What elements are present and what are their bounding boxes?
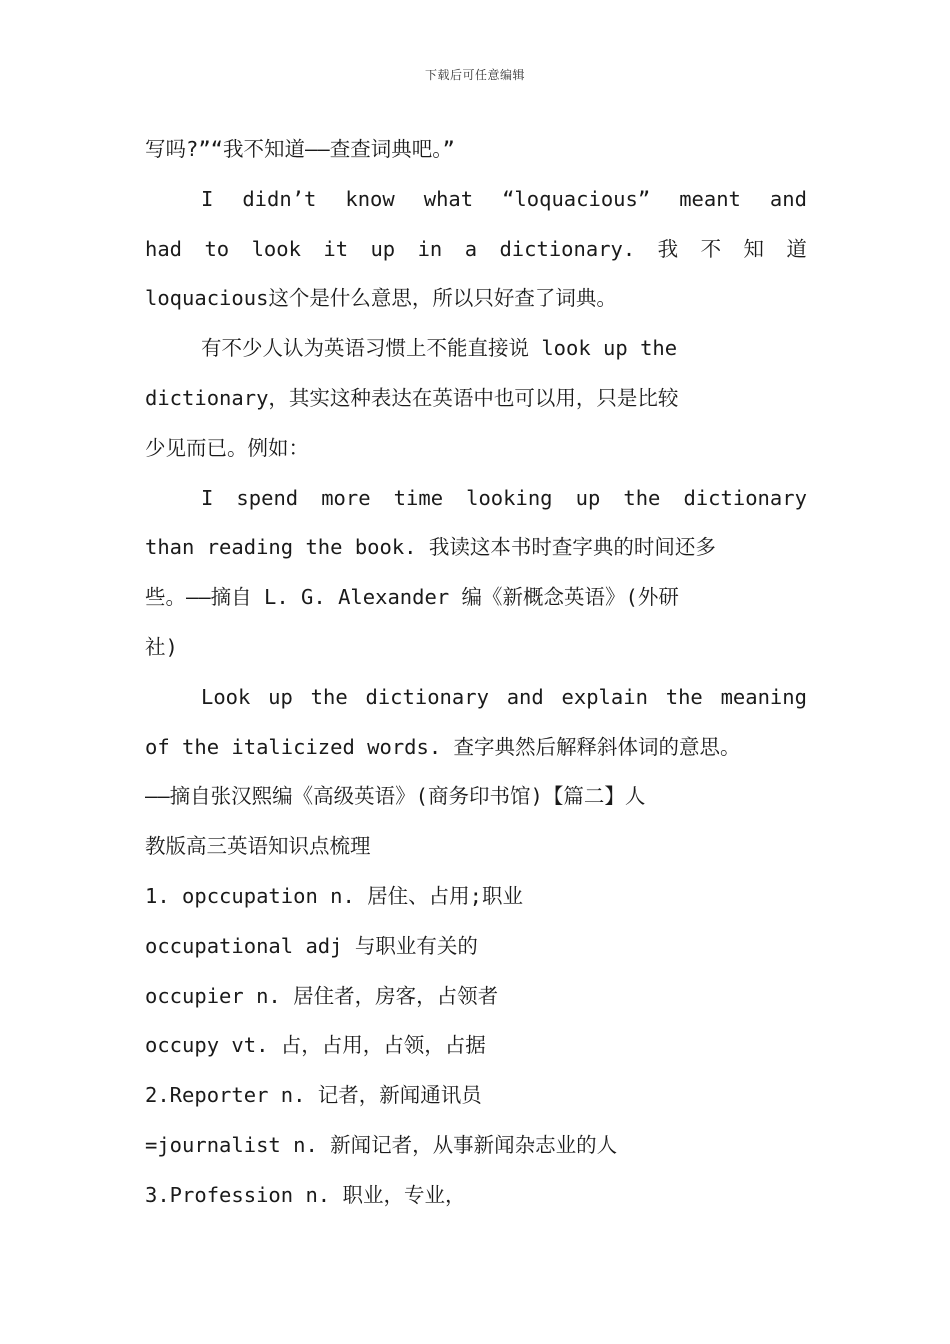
word: up xyxy=(268,684,293,709)
text-line: loquacious这个是什么意思，所以只好查了词典。 xyxy=(145,286,617,311)
word: in xyxy=(417,236,443,261)
word: 知 xyxy=(743,236,764,261)
text-line: dictionary，其实这种表达在英语中也可以用，只是比较 xyxy=(145,385,679,410)
word: the xyxy=(310,684,348,709)
text-line xyxy=(145,474,807,524)
text-line: occupy vt. 占，占用，占领，占据 xyxy=(145,1033,486,1058)
text-line: than reading the book. 我读这本书时查字典的时间还多 xyxy=(145,535,716,560)
word: more xyxy=(321,485,371,510)
word: 不 xyxy=(700,236,722,261)
word: up xyxy=(370,236,396,261)
text-line xyxy=(145,673,807,723)
word: what xyxy=(423,186,474,211)
word: meaning xyxy=(720,684,807,709)
word: Look xyxy=(201,684,251,709)
text-line: 写吗?”“我不知道——查查词典吧。” xyxy=(145,137,455,161)
text-line: 些。——摘自 L. G. Alexander 编《新概念英语》(外研 xyxy=(145,585,679,610)
text-line: ——摘自张汉熙编《高级英语》(商务印书馆)【篇二】人 xyxy=(145,784,646,809)
word: to xyxy=(204,236,230,261)
document-body xyxy=(145,125,807,1221)
text-line: 少见而已。例如： xyxy=(145,435,309,460)
word: know xyxy=(345,186,395,211)
word: dictionary xyxy=(683,485,807,510)
word: I xyxy=(201,485,214,510)
text-line xyxy=(145,225,807,275)
word: spend xyxy=(236,485,299,510)
word: didn’t xyxy=(242,186,317,211)
text-line xyxy=(145,175,807,225)
word: 道 xyxy=(786,236,807,261)
word: 我 xyxy=(657,236,679,261)
word: up xyxy=(575,485,601,510)
word: dictionary xyxy=(365,684,489,709)
word: “loquacious” xyxy=(502,186,651,211)
text-line: 3.Profession n. 职业，专业， xyxy=(145,1182,466,1207)
text-line: 有不少人认为英语习惯上不能直接说 look up the xyxy=(201,336,678,361)
text-line: occupational adj 与职业有关的 xyxy=(145,933,478,958)
word: meant xyxy=(679,186,741,211)
text-line: occupier n. 居住者，房客，占领者 xyxy=(145,983,499,1008)
text-line: 社) xyxy=(145,634,178,659)
text-line: =journalist n. 新闻记者，从事新闻杂志业的人 xyxy=(145,1132,618,1157)
text-line: 2.Reporter n. 记者，新闻通讯员 xyxy=(145,1083,482,1108)
text-line: 1. opccupation n. 居住、占用;职业 xyxy=(145,883,523,908)
word: explain xyxy=(561,684,648,709)
word: look xyxy=(251,236,301,261)
word: had xyxy=(145,236,183,261)
text-line: 教版高三英语知识点梳理 xyxy=(145,834,371,859)
word: looking xyxy=(466,485,553,510)
word: a xyxy=(464,236,478,261)
word: dictionary. xyxy=(499,236,636,261)
word: the xyxy=(665,684,703,709)
word: it xyxy=(323,236,349,261)
page-header: 下载后可任意编辑 xyxy=(424,68,525,82)
text-line: of the italicized words. 查字典然后解释斜体词的意思。 xyxy=(145,734,741,759)
word: the xyxy=(623,485,661,510)
word: I xyxy=(201,186,214,211)
word: and xyxy=(506,684,544,709)
word: and xyxy=(769,186,807,211)
word: time xyxy=(393,485,444,510)
